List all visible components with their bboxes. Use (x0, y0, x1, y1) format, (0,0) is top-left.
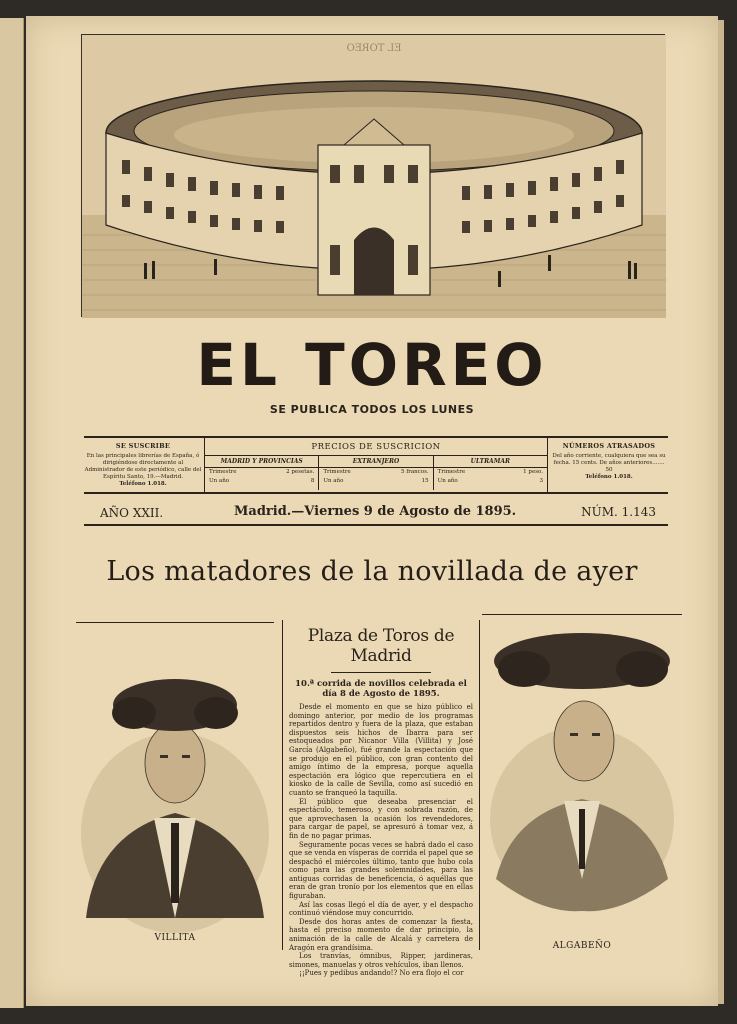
price-column-heading: MADRID Y PROVINCIAS (205, 456, 318, 468)
bullring-illustration (82, 35, 666, 318)
article-paragraph: ¡¡Pues y pedibus andando!? No era flojo el cor (299, 969, 464, 978)
price-label: Un año (323, 478, 344, 484)
price-label: Trimestre (437, 469, 466, 475)
subscribe-text: En las principales librerías de España, ó dirigiéndose directamente al Administrador de este periódico, calle del Espíritu Santo, 19.—Madrid. (84, 453, 202, 480)
bullring-engraving (81, 34, 665, 317)
price-column-heading: ULTRAMAR (434, 456, 547, 468)
year-label: AÑO XXII. (100, 506, 164, 520)
entrance-tower (318, 119, 430, 295)
newspaper-page (26, 16, 718, 1006)
subscribe-heading: SE SUSCRIBE (115, 442, 171, 450)
price-value: 5 francos. (400, 469, 429, 475)
price-column-ultramar (434, 456, 547, 490)
price-value: 2 pesetas. (286, 469, 315, 475)
portrait-algabeno-image (482, 629, 682, 929)
back-issues-phone: Teléfono 1.018. (585, 474, 633, 480)
portrait-villita-image (76, 633, 274, 933)
price-column-madrid (205, 456, 319, 490)
article-body (289, 703, 473, 978)
publication-frequency: SE PUBLICA TODOS LOS LUNES (269, 403, 475, 416)
headline: Los matadores de la novillada de ayer (106, 556, 638, 587)
mirrored-title: EL TOREO (346, 43, 402, 54)
back-issues-text: Del año corriente, cualquiera que sea su fecha. 15 cents. De años anteriores....... 50 (552, 453, 666, 473)
subscribe-info (84, 442, 202, 492)
price-column-heading: EXTRANJERO (319, 456, 432, 468)
facing-page-edge (0, 18, 24, 1008)
portrait-caption-left: VILLITA (154, 933, 196, 943)
price-label: Trimestre (209, 469, 237, 475)
article-divider (331, 672, 431, 673)
article-subtitle: 10.ª corrida de novillos celebrada el día 8 de Agosto de 1895. (295, 679, 467, 699)
price-value: 3 (539, 478, 543, 484)
article-title: Plaza de Toros de Madrid (307, 626, 455, 666)
price-value: 15 (421, 478, 429, 484)
price-value: 1 peso. (523, 469, 543, 475)
article-paragraph: El público que deseaba presenciar el espectáculo, temeroso, y con sobrada razón, de que aprovechasen la ocasión los revendedores, para cargar de papel, se apresuró á tomar vez, á fin de no pagar primas. (289, 797, 473, 840)
dateline (84, 500, 668, 526)
price-label: Trimestre (323, 469, 351, 475)
article-paragraph: Los tranvías, ómnibus, Ripper, jardineras, simones, manuelas y otros vehículos, iban llenos. (289, 952, 473, 969)
article-paragraph: Seguramente pocas veces se habrá dado el caso que se venda en vísperas de corrida el papel que se despachó el miércoles último, tanto que hubo cola como para las grandes solemnidades, para las antiguas corridas de beneficencia, ó aquéllas que eran de gran tronío por los elementos que en ellas figuraban. (289, 840, 473, 901)
article-paragraph: Desde el momento en que se hizo público el domingo anterior, por medio de los programas repartidos dentro y fuera de la plaza, que estaban dispuestos seis hichos de Ibarra para ser estoqueados por Nicanor Villa (Villita) y José García (Algabeño), fué grande la espectación que se produjo en el público, con gran contento del amigo íntimo de la empresa, porque aquella espectación era lógico que repercutiera en el kiosko de la calle de Sevilla, como así sucedió en cuanto se franqueó la taquilla. (289, 703, 473, 797)
subscription-band (84, 436, 668, 494)
price-column-extranjero (319, 456, 433, 490)
article-paragraph: Desde dos horas antes de comenzar la fiesta, hasta el preciso momento de dar principio, la animación de la calle de Alcalá y carretera de Aragón era grandísima. (289, 917, 473, 952)
issue-number: NÚM. 1.143 (581, 505, 656, 519)
price-value: 8 (310, 478, 315, 484)
subscription-prices (204, 438, 548, 492)
page-edge (718, 20, 724, 1004)
price-label: Un año (437, 478, 458, 484)
article-column (282, 620, 480, 978)
back-issues-heading: NÚMEROS ATRASADOS (562, 442, 656, 450)
portrait-algabeno (482, 614, 682, 954)
subscribe-phone: Teléfono 1.018. (119, 481, 167, 487)
portrait-villita (76, 622, 274, 958)
price-label: Un año (209, 478, 230, 484)
portrait-caption-right: ALGABEÑO (552, 941, 612, 951)
back-issues-info (550, 442, 668, 492)
issue-date: Madrid.—Viernes 9 de Agosto de 1895. (234, 504, 517, 519)
prices-heading: PRECIOS DE SUSCRICION (205, 438, 547, 456)
article-paragraph: Así las cosas llegó el día de ayer, y el despacho continuó viéndose muy concurrido. (289, 900, 473, 918)
newspaper-title: EL TOREO (196, 331, 548, 399)
